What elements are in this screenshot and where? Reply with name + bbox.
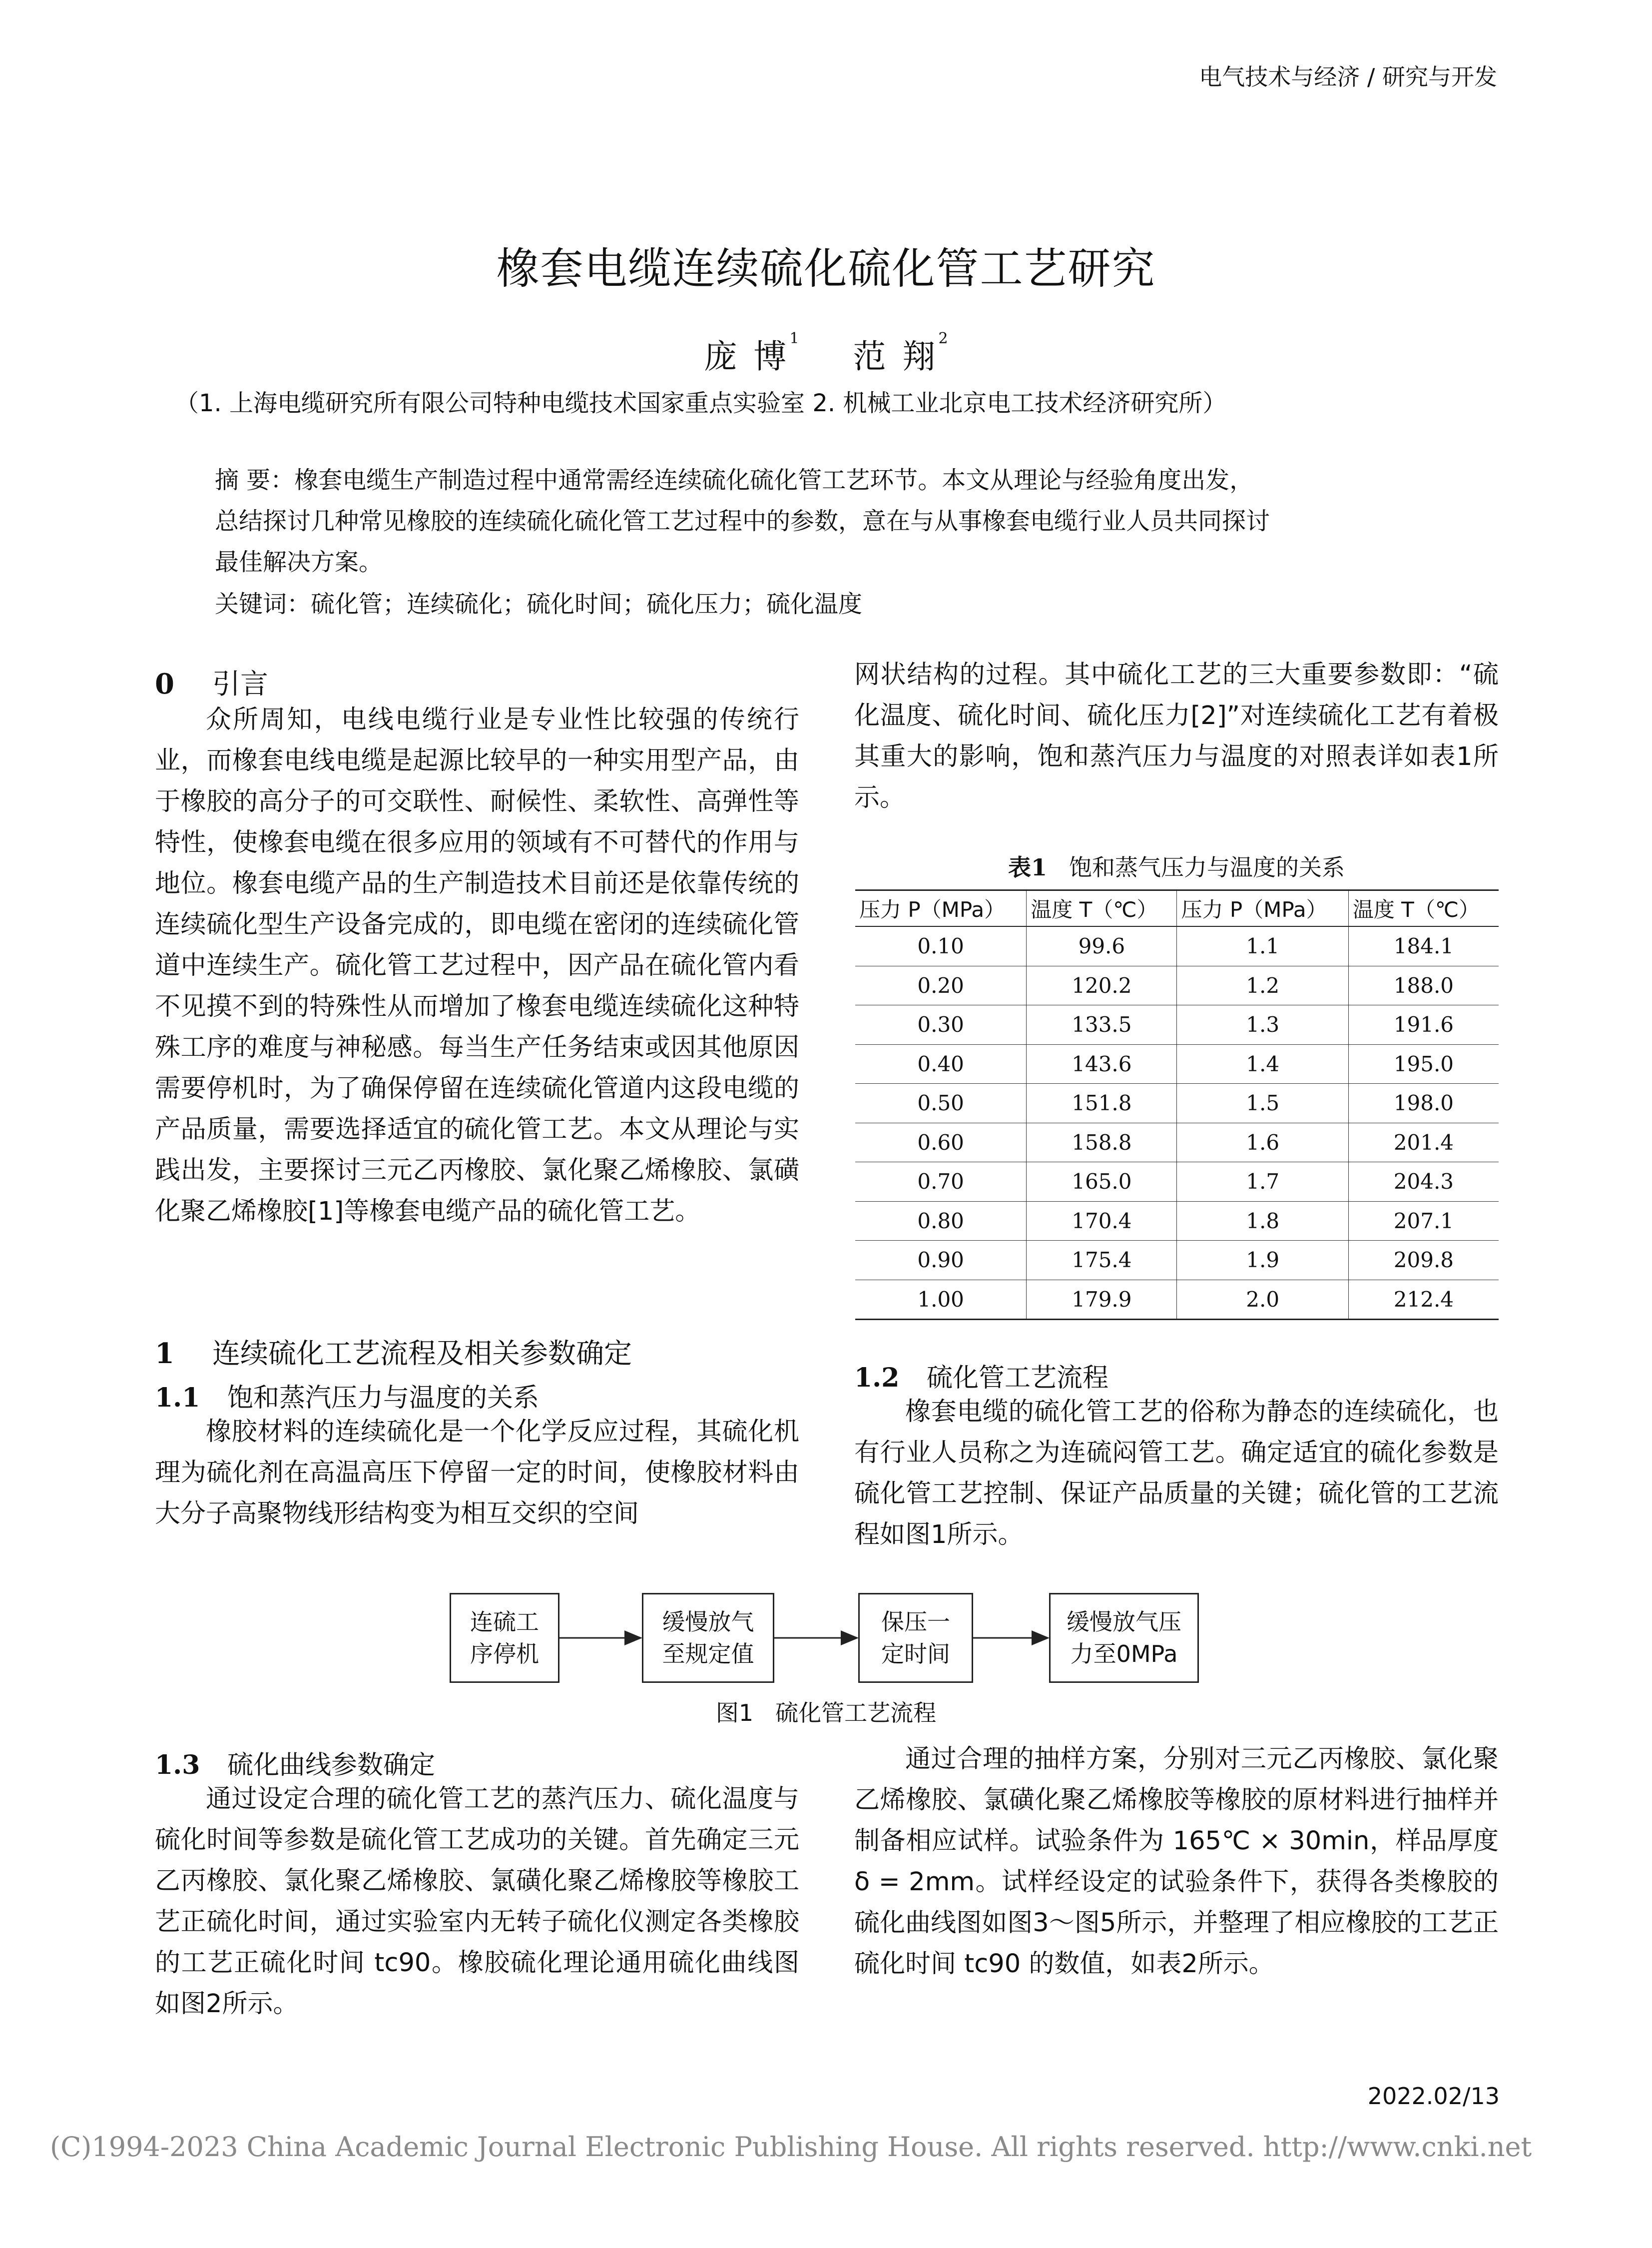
table-body [855, 926, 1499, 1320]
keywords [215, 585, 862, 619]
paragraph-text: 橡套电缆的硫化管工艺的俗称为静态的连续硫化，也有行业人员称之为连硫闷管工艺。确定适宜的硫化参数是硫化管工艺控制、保证产品质量的关键；硫化管的工艺流程如图1所示。 [854, 1397, 1499, 1549]
section-heading-0 [155, 662, 268, 702]
table-cell: 0.30 [855, 1005, 1027, 1045]
table-cell: 198.0 [1348, 1084, 1499, 1123]
table-cell: 99.6 [1027, 926, 1177, 966]
table-cell: 0.60 [855, 1123, 1027, 1162]
table-cell: 1.3 [1177, 1005, 1348, 1045]
table-cell: 2.0 [1177, 1280, 1348, 1320]
table-cell: 1.4 [1177, 1044, 1348, 1084]
abstract-line: 最佳解决方案。 [215, 548, 383, 576]
paragraph-text: 网状结构的过程。其中硫化工艺的三大重要参数即：“硫化温度、硫化时间、硫化压力[2]”对连续硫化工艺有着极其重大的影响，饱和蒸汽压力与温度的对照表详如表1所示。 [854, 660, 1499, 812]
paragraph-1-3-b [854, 1739, 1499, 1985]
table-row [855, 1162, 1499, 1202]
table-cell: 1.9 [1177, 1241, 1348, 1280]
table-row [855, 1044, 1499, 1084]
table-cell: 1.2 [1177, 966, 1348, 1005]
abstract-line: 总结探讨几种常见橡胶的连续硫化硫化管工艺过程中的参数，意在与从事橡套电缆行业人员共同探讨 [215, 507, 1270, 535]
table-row [855, 926, 1499, 966]
table-cell: 179.9 [1027, 1280, 1177, 1320]
flow-step-line: 力至0MPa [1070, 1640, 1178, 1667]
paragraph-1-2 [854, 1392, 1499, 1555]
table-cell: 0.20 [855, 966, 1027, 1005]
author-name: 庞 博 [704, 337, 790, 376]
table-row [855, 1241, 1499, 1280]
flow-step-line: 至规定值 [662, 1640, 754, 1667]
table-header-row [855, 890, 1499, 927]
flow-step-line: 缓慢放气 [662, 1608, 754, 1635]
abstract-text: 橡套电缆生产制造过程中通常需经连续硫化硫化管工艺环节。本文从理论与经验角度出发， [294, 466, 1254, 494]
table-label: 表1 [1008, 854, 1048, 881]
table-cell: 184.1 [1348, 926, 1499, 966]
flow-step [642, 1593, 774, 1683]
flow-step [450, 1593, 559, 1683]
section-heading-1-2 [854, 1357, 1108, 1394]
flow-step-line: 连硫工 [470, 1608, 539, 1635]
section-title: 连续硫化工艺流程及相关参数确定 [212, 1338, 632, 1370]
flow-step-line: 定时间 [881, 1640, 950, 1667]
table-row [855, 1280, 1499, 1320]
author-mark: 2 [938, 330, 948, 347]
author-mark: 1 [789, 330, 799, 347]
table-row [855, 1123, 1499, 1162]
flow-step-line: 序停机 [470, 1640, 539, 1667]
figure-title: 硫化管工艺流程 [775, 1699, 937, 1726]
table-row [855, 1084, 1499, 1123]
paragraph-text: 通过设定合理的硫化管工艺的蒸汽压力、硫化温度与硫化时间等参数是硫化管工艺成功的关键。首先确定三元乙丙橡胶、氯化聚乙烯橡胶、氯磺化聚乙烯橡胶等橡胶工艺正硫化时间，通过实验室内无转子硫化仪测定各类橡胶的工艺正硫化时间 tc90。橡胶硫化理论通用硫化曲线图如图2所示。 [155, 1784, 799, 2019]
table-cell: 0.80 [855, 1201, 1027, 1241]
section-title: 引言 [212, 668, 268, 701]
section-number: 0 [155, 668, 174, 701]
abstract-label: 摘 要： [215, 466, 295, 494]
table-cell: 158.8 [1027, 1123, 1177, 1162]
table-cell: 120.2 [1027, 966, 1177, 1005]
section-number: 1.2 [854, 1363, 900, 1393]
table-caption [854, 849, 1499, 882]
table-row [855, 1201, 1499, 1241]
figure-label: 图1 [715, 1699, 754, 1726]
table-cell: 212.4 [1348, 1280, 1499, 1320]
table-cell: 0.10 [855, 926, 1027, 966]
table-cell: 0.40 [855, 1044, 1027, 1084]
table-cell: 1.8 [1177, 1201, 1348, 1241]
table-title: 饱和蒸气压力与温度的关系 [1069, 854, 1345, 881]
section-number: 1.3 [155, 1750, 200, 1780]
keywords-text: 硫化管；连续硫化；硫化时间；硫化压力；硫化温度 [311, 590, 863, 618]
data-table [855, 889, 1499, 1320]
table-cell: 207.1 [1348, 1201, 1499, 1241]
table-row [855, 966, 1499, 1005]
table-cell: 175.4 [1027, 1241, 1177, 1280]
table-header: 温度 T（℃） [1348, 890, 1499, 927]
table-1 [855, 889, 1499, 1320]
figure-caption [0, 1695, 1652, 1728]
table-cell: 191.6 [1348, 1005, 1499, 1045]
table-cell: 1.1 [1177, 926, 1348, 966]
table-cell: 133.5 [1027, 1005, 1177, 1045]
table-cell: 170.4 [1027, 1201, 1177, 1241]
table-cell: 0.90 [855, 1241, 1027, 1280]
running-header: 电气技术与经济 / 研究与开发 [1199, 63, 1497, 90]
abstract [215, 460, 1454, 583]
table-cell: 1.5 [1177, 1084, 1348, 1123]
table-cell: 201.4 [1348, 1123, 1499, 1162]
table-cell: 0.70 [855, 1162, 1027, 1202]
table-cell: 1.7 [1177, 1162, 1348, 1202]
section-heading-1 [155, 1332, 632, 1372]
section-title: 硫化管工艺流程 [927, 1363, 1109, 1393]
issue-page-number: 2022.02/13 [1367, 2083, 1500, 2110]
paragraph-1-3 [155, 1779, 799, 2025]
paragraph-1-1 [155, 1412, 799, 1534]
table-header: 压力 P（MPa） [855, 890, 1027, 927]
section-number: 1.1 [155, 1383, 200, 1413]
section-heading-1-1 [155, 1377, 539, 1414]
paragraph-text: 众所周知，电线电缆行业是专业性比较强的传统行业，而橡套电线电缆是起源比较早的一种实用型产品，由于橡胶的高分子的可交联性、耐候性、柔软性、高弹性等特性，使橡套电缆在很多应用的领域有不可替代的作用与地位。橡套电缆产品的生产制造技术目前还是依靠传统的连续硫化型生产设备完成的，即电缆在密闭的连续硫化管道中连续生产。硫化管工艺过程中，因产品在硫化管内看不见摸不到的特殊性从而增加了橡套电缆连续硫化这种特殊工序的难度与神秘感。每当生产任务结束或因其他原因需要停机时，为了确保停留在连续硫化管道内这段电缆的产品质量，需要选择适宜的硫化管工艺。本文从理论与实践出发，主要探讨三元乙丙橡胶、氯化聚乙烯橡胶、氯磺化聚乙烯橡胶[1]等橡套电缆产品的硫化管工艺。 [155, 705, 799, 1226]
table-cell: 1.6 [1177, 1123, 1348, 1162]
table-cell: 1.00 [855, 1280, 1027, 1320]
table-cell: 151.8 [1027, 1084, 1177, 1123]
flow-step [858, 1593, 973, 1683]
section-heading-1-3 [155, 1744, 435, 1781]
table-row [855, 1005, 1499, 1045]
affiliations: （1. 上海电缆研究所有限公司特种电缆技术国家重点实验室 2. 机械工业北京电工技术经济研究所） [175, 389, 1227, 417]
table-header: 压力 P（MPa） [1177, 890, 1348, 927]
author-name: 范 翔 [853, 337, 939, 376]
flow-step-line: 缓慢放气压 [1067, 1608, 1181, 1635]
article-title: 橡套电缆连续硫化硫化管工艺研究 [496, 244, 1156, 294]
author-line [0, 330, 1652, 377]
table-header: 温度 T（℃） [1027, 890, 1177, 927]
copyright-watermark: (C)1994-2023 China Academic Journal Electronic Publishing House. All rights reserved. http://www.cnki.net [50, 2131, 1532, 2163]
flow-step-line: 保压一 [881, 1608, 950, 1635]
table-cell: 0.50 [855, 1084, 1027, 1123]
table-cell: 143.6 [1027, 1044, 1177, 1084]
abstract-line [215, 460, 1454, 501]
table-cell: 195.0 [1348, 1044, 1499, 1084]
paragraph-text: 橡胶材料的连续硫化是一个化学反应过程，其硫化机理为硫化剂在高温高压下停留一定的时间，使橡胶材料由大分子高聚物线形结构变为相互交织的空间 [155, 1417, 799, 1528]
table-cell: 209.8 [1348, 1241, 1499, 1280]
section-title: 硫化曲线参数确定 [227, 1750, 436, 1780]
intro-paragraph [155, 700, 799, 1232]
paragraph-1-1-cont [854, 655, 1499, 818]
table-cell: 188.0 [1348, 966, 1499, 1005]
paragraph-text: 通过合理的抽样方案，分别对三元乙丙橡胶、氯化聚乙烯橡胶、氯磺化聚乙烯橡胶等橡胶的原材料进行抽样并制备相应试样。试验条件为 165℃ × 30min，样品厚度 δ = 2mm。试样经设定的试验条件下，获得各类橡胶的硫化曲线图如图3～图5所示，并整理了相应橡胶的工艺正硫化时间 tc90 的数值，如表2所示。 [854, 1744, 1499, 1979]
table-cell: 204.3 [1348, 1162, 1499, 1202]
table-cell: 165.0 [1027, 1162, 1177, 1202]
section-title: 饱和蒸汽压力与温度的关系 [227, 1383, 540, 1413]
keywords-label: 关键词： [215, 590, 311, 618]
flow-step [1049, 1593, 1199, 1683]
section-number: 1 [155, 1337, 174, 1370]
